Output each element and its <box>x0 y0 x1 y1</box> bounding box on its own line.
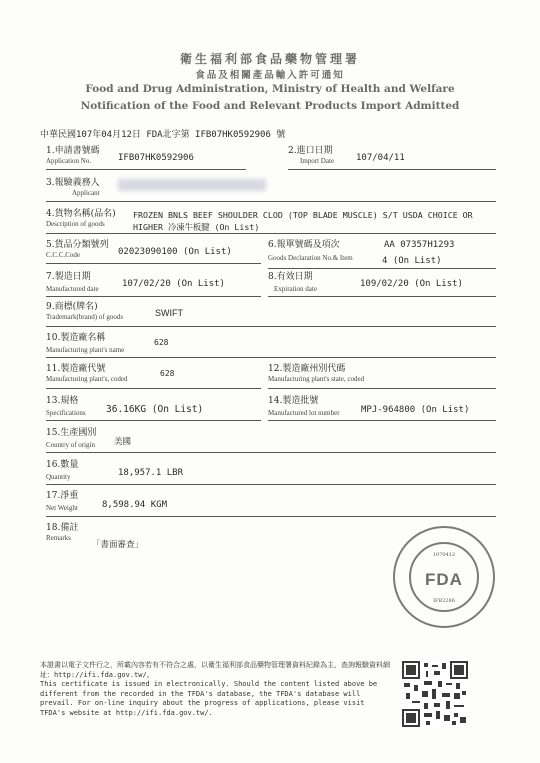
import-date-value: 107/04/11 <box>356 153 405 163</box>
import-date-label-en: Import Date <box>300 157 335 165</box>
footer-notice <box>40 661 390 718</box>
fda-seal-stamp <box>393 526 495 628</box>
goods-declaration-label-en: Goods Declaration No.& Item <box>268 254 353 262</box>
field-plant-name <box>46 333 124 355</box>
footer-notice-en: This certificate is issued in electronically. Should the content listed above be different from the recorded in the TFDA's database, the TFDA's database will prevail. For on-line inquiry about the progress of applications, please visit TFDA's website at http://ifi.fda.gov.tw/. <box>40 680 378 717</box>
expiration-date-value: 109/02/20 (On List) <box>360 279 463 289</box>
lot-number-label-en: Manufactured lot number <box>268 409 340 417</box>
plant-name-label-en: Manufacturing plant's name <box>46 346 125 354</box>
net-weight-label-zh: 17.淨重 <box>46 491 79 501</box>
plant-code-label-en: Manufacturing plant's, coded <box>46 375 128 383</box>
header-title-en: Food and Drug Administration, Ministry of Health and Welfare <box>85 83 455 95</box>
field-net-weight <box>46 491 78 513</box>
ccc-code-value: 02023090100 (On List) <box>118 247 232 257</box>
plant-state-label-zh: 12.製造廠州別代碼 <box>268 364 346 374</box>
seal-fda-text: FDA <box>425 570 463 589</box>
specifications-label-zh: 13.規格 <box>46 396 79 406</box>
expiration-date-label-en: Expiration date <box>274 285 317 293</box>
underline <box>46 296 261 297</box>
field-remarks <box>46 523 78 543</box>
manufactured-date-value: 107/02/20 (On List) <box>122 279 225 289</box>
field-import-date <box>288 146 334 166</box>
underline <box>268 388 496 389</box>
underline <box>46 201 496 202</box>
quantity-value: 18,957.1 LBR <box>118 468 184 478</box>
underline <box>46 263 261 264</box>
underline <box>46 516 496 517</box>
trademark-value: SWIFT <box>155 308 183 318</box>
manufactured-date-label-zh: 7.製造日期 <box>46 272 91 282</box>
country-of-origin-value: 美國 <box>114 437 132 447</box>
specifications-label-en: Specifications <box>46 409 86 417</box>
underline <box>46 420 261 421</box>
field-lot-number <box>268 396 340 418</box>
plant-state-label-en: Manufacturing plant's state, coded <box>268 375 365 383</box>
underline <box>46 169 246 170</box>
description-label-zh: 4.貨物名稱(品名) <box>46 209 116 219</box>
goods-declaration-item: 4 (On List) <box>382 256 442 266</box>
field-plant-state <box>268 364 364 384</box>
net-weight-label-en: Net Weight <box>46 504 78 512</box>
underline <box>268 296 496 297</box>
seal-number-top: 1070412 <box>432 552 456 558</box>
field-applicant <box>46 178 100 198</box>
qr-code-icon <box>402 661 468 727</box>
description-label-en: Description of goods <box>46 220 105 228</box>
field-goods-declaration <box>268 240 353 263</box>
applicant-label-en: Applicant <box>72 189 100 197</box>
field-trademark <box>46 302 123 322</box>
plant-name-value: 628 <box>154 338 169 347</box>
field-quantity <box>46 460 78 482</box>
goods-declaration-value: AA 07357H1293 <box>384 240 455 250</box>
expiration-date-label-zh: 8.有效日期 <box>268 272 313 282</box>
field-plant-code <box>46 364 128 384</box>
footer-notice-zh: 本證書以電子文件行之，所載內容若有不符合之處，以衛生福利部食品藥物管理署資料紀錄為主，查詢報驗資料網址：http://ifi.fda.gov.tw/。 <box>40 661 390 679</box>
applicant-redacted-value <box>118 179 266 191</box>
underline <box>46 326 496 327</box>
underline <box>268 268 496 269</box>
ccc-code-label-en: C.C.C.Code <box>46 251 81 259</box>
net-weight-value: 8,598.94 KGM <box>102 500 168 510</box>
field-application-no <box>46 146 100 166</box>
country-of-origin-label-zh: 15.生產國別 <box>46 428 97 438</box>
remarks-value: 「書面審查」 <box>92 540 144 550</box>
field-expiration-date <box>268 272 317 294</box>
application-no-label-en: Application No. <box>46 157 92 165</box>
underline <box>46 452 496 453</box>
remarks-label-en: Remarks <box>46 534 71 542</box>
application-no-label-zh: 1.申請書號碼 <box>46 146 100 156</box>
field-manufactured-date <box>46 272 99 294</box>
field-ccc-code <box>46 240 109 260</box>
seal-number-bottom: IFB2286 <box>433 598 455 604</box>
document-dateline: 中華民國107年04月12日 FDA北字第 IFB07HK0592906 號 <box>40 130 286 140</box>
underline <box>46 388 261 389</box>
quantity-label-en: Quantity <box>46 473 71 481</box>
header-subtitle-en: Notification of the Food and Relevant Products Import Admitted <box>80 100 460 112</box>
plant-name-label-zh: 10.製造廠名稱 <box>46 333 106 343</box>
applicant-label-zh: 3.報驗義務人 <box>46 178 100 188</box>
underline <box>46 484 496 485</box>
header-subtitle-zh: 食品及相關產品輸入許可通知 <box>195 70 345 81</box>
description-value-line1: FROZEN BNLS BEEF SHOULDER CLOD (TOP BLADE MUSCLE) S/T USDA CHOICE OR <box>133 210 473 220</box>
quantity-label-zh: 16.數量 <box>46 460 79 470</box>
field-description <box>46 209 116 229</box>
header-title-zh: 衛生福利部食品藥物管理署 <box>179 52 360 66</box>
field-country-of-origin <box>46 428 96 450</box>
trademark-label-en: Trademark(brand) of goods <box>46 313 124 321</box>
manufactured-date-label-en: Manufactured date <box>46 285 99 293</box>
application-no-value: IFB07HK0592906 <box>118 153 194 163</box>
ccc-code-label-zh: 5.貨品分類號列 <box>46 240 109 250</box>
description-value-line2: HIGHER 冷凍牛板腱 (On List) <box>133 222 260 232</box>
specifications-value: 36.16KG (On List) <box>106 404 204 415</box>
lot-number-label-zh: 14.製造批號 <box>268 396 319 406</box>
field-specifications <box>46 396 86 418</box>
underline <box>46 357 496 358</box>
import-date-label-zh: 2.進口日期 <box>288 146 333 156</box>
underline <box>288 169 496 170</box>
underline <box>268 420 496 421</box>
plant-code-value: 628 <box>160 369 175 378</box>
remarks-label-zh: 18.備註 <box>46 523 79 533</box>
lot-number-value: MPJ-964800 (On List) <box>361 405 470 415</box>
trademark-label-zh: 9.商標(牌名) <box>46 302 98 312</box>
plant-code-label-zh: 11.製造廠代號 <box>46 364 106 374</box>
underline <box>46 233 496 234</box>
country-of-origin-label-en: Country of origin <box>46 441 95 449</box>
goods-declaration-label-zh: 6.報單號碼及項次 <box>268 240 340 250</box>
